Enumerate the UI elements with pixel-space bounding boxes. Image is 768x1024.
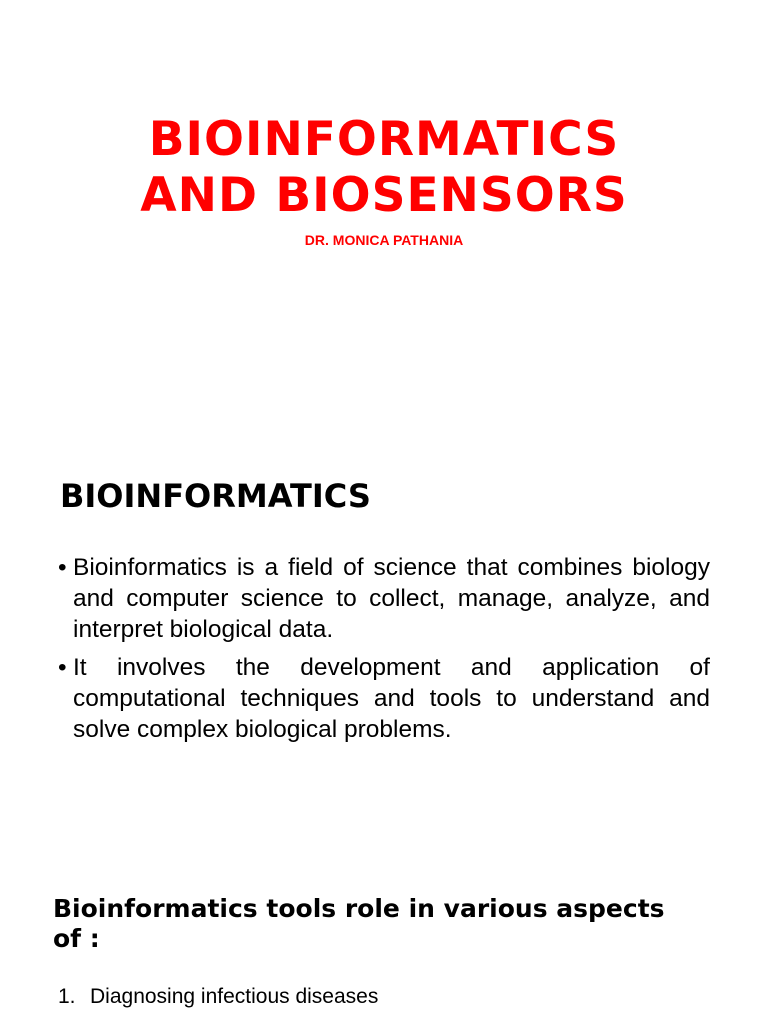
bullet-list	[58, 552, 710, 752]
list-item-text: Diagnosing infectious diseases	[90, 985, 379, 1008]
content-slide	[0, 440, 768, 1024]
bullet-dot-icon: •	[58, 654, 67, 681]
list-item	[58, 983, 738, 1011]
bullet-text: It involves the development and application of computational techniques and tools to understand and solve complex biological problems.	[73, 654, 710, 743]
tools-subheading: Bioinformatics tools role in various aspects of :	[53, 894, 665, 953]
numbered-list	[58, 983, 738, 1011]
author-name: DR. MONICA PATHANIA	[304, 232, 464, 248]
slide-title-line-2: AND BIOSENSORS	[140, 168, 628, 223]
list-number: 1.	[58, 985, 76, 1008]
slide-title	[0, 112, 768, 224]
bullet-dot-icon: •	[58, 554, 67, 581]
slide-title-line-1: BIOINFORMATICS	[148, 112, 620, 167]
bullet-item	[58, 652, 710, 745]
title-slide	[0, 0, 768, 440]
section-heading: BIOINFORMATICS	[60, 477, 371, 515]
bullet-item	[58, 552, 710, 645]
bullet-text: Bioinformatics is a field of science that combines biology and computer science to collect, manage, analyze, and interpret biological data.	[73, 554, 710, 643]
